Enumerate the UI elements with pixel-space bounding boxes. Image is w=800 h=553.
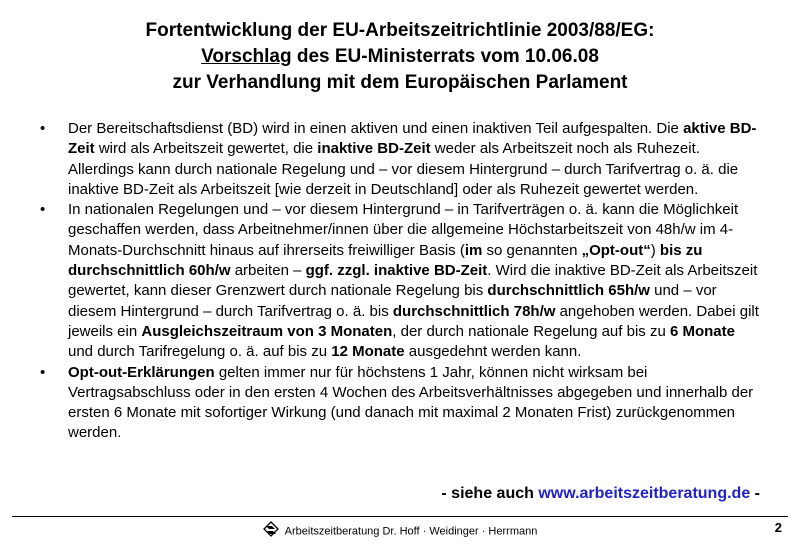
see-also (441, 485, 760, 503)
bold-text: im (464, 241, 483, 259)
see-also-suffix: - (750, 485, 760, 502)
body-text: weder als Arbeitszeit noch als Ruhezeit. Allerdings kann durch nationale Regelung und – vor diesem Hintergrund – durch Tarifvertrag o. ä. die inaktive BD-Zeit als Arbeitszeit [wie derzeit in Deutschland] oder als Ruhezeit gewertet werden. (68, 140, 739, 198)
body-text: so genannten (482, 241, 582, 259)
bold-text: inaktive BD-Zeit (317, 140, 431, 158)
bullet-item (40, 200, 760, 362)
bold-text: durchschnittlich 78h/w (392, 302, 556, 320)
title-underlined-word: Vorschlag (201, 46, 292, 67)
bullet-item (40, 363, 760, 444)
bullet-item (40, 119, 760, 200)
bold-text: bis zu durchschnittlich 60h/w (68, 241, 703, 280)
body-text: ) (650, 241, 660, 259)
bold-text: 6 Monate (669, 322, 735, 340)
footer-text: Arbeitszeitberatung Dr. Hoff · Weidinger · Herrmann (284, 525, 538, 538)
bullet-list (40, 119, 760, 444)
footer-divider (12, 516, 788, 517)
bold-text: „Opt-out“ (581, 241, 651, 259)
body-text: wird als Arbeitszeit gewertet, die (94, 140, 318, 158)
title-line-2-rest: des EU-Ministerrats vom 10.06.08 (291, 46, 599, 67)
page-number: 2 (774, 520, 782, 535)
body-text: arbeiten – (230, 262, 306, 280)
title-line-1: Fortentwicklung der EU-Arbeitszeitrichtlinie 2003/88/EG: (145, 20, 655, 41)
bullet-dot: • (40, 363, 46, 381)
body-text: , der durch nationale Regelung auf bis zu (392, 322, 670, 340)
body-text: und durch Tarifregelung o. ä. auf bis zu (68, 343, 332, 361)
title-line-2 (0, 44, 800, 70)
footer (0, 521, 800, 542)
body-text: ausgedehnt werden kann. (404, 343, 582, 361)
body-text: angehoben werden. Dabei gilt jeweils ein (68, 302, 759, 340)
bold-text: Ausgleichszeitraum von 3 Monaten (141, 322, 393, 340)
bold-text: Opt-out-Erklärungen (68, 363, 215, 381)
bold-text: ggf. zzgl. inaktive BD-Zeit (305, 262, 488, 280)
body-text: und – vor diesem Hintergrund – durch Tarifvertrag o. ä. bis (68, 282, 717, 320)
body-text: gelten immer nur für höchstens 1 Jahr, können nicht wirksam bei Vertragsabschluss oder in den ersten 4 Wochen des Arbeitsverhältnisses abgegeben und innerhalb der ersten 6 Monate mit sofortiger Wirkung (und danach mit maximal 2 Monaten Frist) zurückgenommen werden. (68, 363, 754, 442)
bold-text: aktive BD-Zeit (68, 120, 757, 158)
bold-text: durchschnittlich 65h/w (487, 282, 650, 300)
body-text: In nationalen Regelungen und – vor diesem Hintergrund – in Tarifverträgen o. ä. kann die Möglichkeit geschaffen werden, dass Arbeitnehmer/innen über die allgemeine Höchstarbeitszeit von 48h/w im 4-Monats-Durchschnitt hinaus auf ihrerseits freiwilliger Basis ( (68, 201, 739, 259)
bullet-dot: • (40, 120, 46, 137)
slide-title (0, 18, 800, 96)
body-text: Der Bereitschaftsdienst (BD) wird in einen aktiven und einen inaktiven Teil aufgespalten. Die (68, 120, 684, 137)
website-link[interactable]: www.arbeitszeitberatung.de (538, 485, 751, 502)
bullet-dot: • (40, 201, 46, 219)
bold-text: 12 Monate (331, 343, 405, 361)
body-text: . Wird die inaktive BD-Zeit als Arbeitszeit gewertet, kann dieser Grenzwert durch nationale Regelung bis (68, 262, 758, 300)
title-line-3: zur Verhandlung mit dem Europäischen Parlament (172, 72, 628, 93)
company-logo-icon (263, 521, 279, 542)
see-also-prefix: - siehe auch (441, 485, 539, 502)
